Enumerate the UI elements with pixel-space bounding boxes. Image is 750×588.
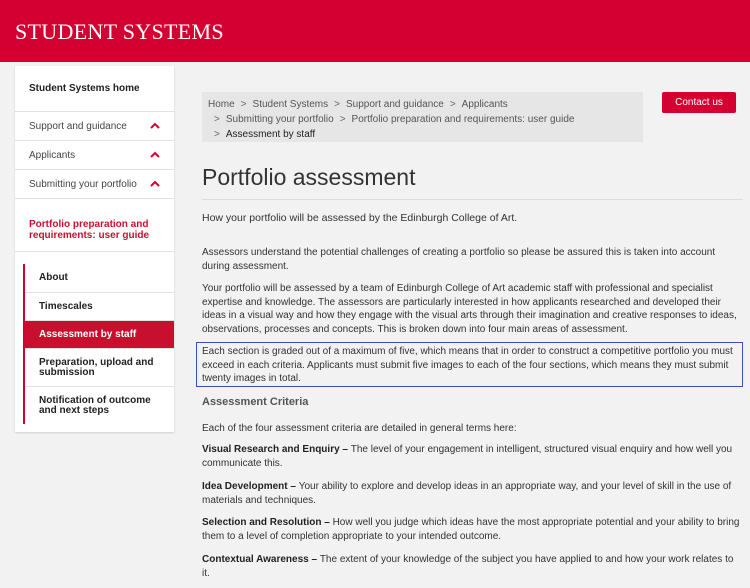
lead-paragraph: How your portfolio will be assessed by the Edinburgh College of Art. (202, 212, 518, 224)
sidebar-item-applicants[interactable] (15, 141, 174, 170)
criterion-selection (202, 516, 742, 543)
subnav-item-about[interactable]: About (25, 264, 174, 293)
criteria-heading: Assessment Criteria (202, 396, 309, 408)
breadcrumb-applicants[interactable]: Applicants (461, 99, 508, 110)
sidebar-subnav (23, 264, 174, 424)
site-title[interactable]: STUDENT SYSTEMS (15, 19, 224, 44)
sidebar-item-label: Submitting your portfolio (29, 179, 137, 190)
criterion-text: The extent of your knowledge of the subject you have applied to and how your work relates to it. (202, 554, 734, 579)
page-title: Portfolio assessment (202, 164, 416, 190)
paragraph-2: Your portfolio will be assessed by a team of Edinburgh College of Art academic staff with professional and specialist expertise and knowledge. The assessors are particularly interested in how applicants researched and developed their ideas in a visual way and how they engage with the visual arts through their imagination and creative responses to ideas, observations, processes and concepts. This is broken down into four main areas of assessment. (202, 283, 737, 335)
criterion-text: Your ability to explore and develop ideas in an appropriate way, and your level of skill in the use of materials and techniques. (202, 481, 732, 506)
criterion-name: Selection and Resolution – (202, 517, 333, 528)
criterion-text: The level of your engagement in intelligent, structured visual enquiry and how well you communicate this. (202, 444, 733, 469)
criterion-text: How well you judge which ideas have the most appropriate potential and your ability to bring them to a level of completion appropriate to your intended outcome. (202, 517, 740, 542)
contact-us-button[interactable]: Contact us (662, 92, 736, 113)
sidebar-item-label: Applicants (29, 150, 76, 161)
subnav-item-preparation[interactable]: Preparation, upload and submission (25, 349, 174, 387)
criterion-idea-development (202, 480, 742, 507)
chevron-up-icon[interactable] (150, 179, 160, 189)
sidebar-nav (15, 66, 174, 432)
criterion-name: Visual Research and Enquiry – (202, 444, 351, 455)
sidebar-item-support[interactable] (15, 112, 174, 141)
paragraph-1: Assessors understand the potential challenges of creating a portfolio so please be assured this is taken into account during assessment. (202, 247, 716, 272)
breadcrumb-current: Assessment by staff (225, 129, 316, 140)
criterion-name: Contextual Awareness – (202, 554, 320, 565)
breadcrumb-portfolio-guide[interactable]: Portfolio preparation and requirements: user guide (351, 114, 575, 125)
breadcrumb-home[interactable]: Home (208, 99, 235, 110)
paragraph-3-highlighted: Each section is graded out of a maximum of five, which means that in order to construct a competitive portfolio you must exceed in each criteria. Applicants must submit five images to each of the four sections, which means they must submit twenty images in total. (202, 346, 733, 384)
title-divider (202, 199, 743, 200)
criterion-name: Idea Development – (202, 481, 299, 492)
chevron-up-icon[interactable] (150, 150, 160, 160)
breadcrumb-submitting[interactable]: Submitting your portfolio (225, 114, 334, 125)
breadcrumb: Home > Student Systems > Support and guidance > Applicants > Submitting your portfolio > Portfolio preparation and requirements: user guide > Assessment by staff (202, 92, 643, 142)
sidebar-home-link[interactable]: Student Systems home (15, 66, 174, 112)
breadcrumb-student-systems[interactable]: Student Systems (252, 99, 329, 110)
subnav-item-notification[interactable]: Notification of outcome and next steps (39, 394, 151, 416)
site-header (0, 0, 750, 62)
subnav-item-assessment[interactable]: Assessment by staff (25, 321, 174, 349)
criterion-visual-research (202, 443, 742, 470)
criteria-intro: Each of the four assessment criteria are detailed in general terms here: (202, 423, 517, 434)
sidebar-current-section[interactable]: Portfolio preparation and requirements: user guide (15, 211, 174, 252)
chevron-up-icon[interactable] (150, 121, 160, 131)
subnav-item-timescales[interactable]: Timescales (25, 293, 174, 321)
criterion-contextual (202, 553, 742, 580)
sidebar-item-label: Support and guidance (29, 121, 127, 132)
breadcrumb-support[interactable]: Support and guidance (345, 99, 444, 110)
sidebar-item-submitting[interactable] (15, 170, 174, 199)
